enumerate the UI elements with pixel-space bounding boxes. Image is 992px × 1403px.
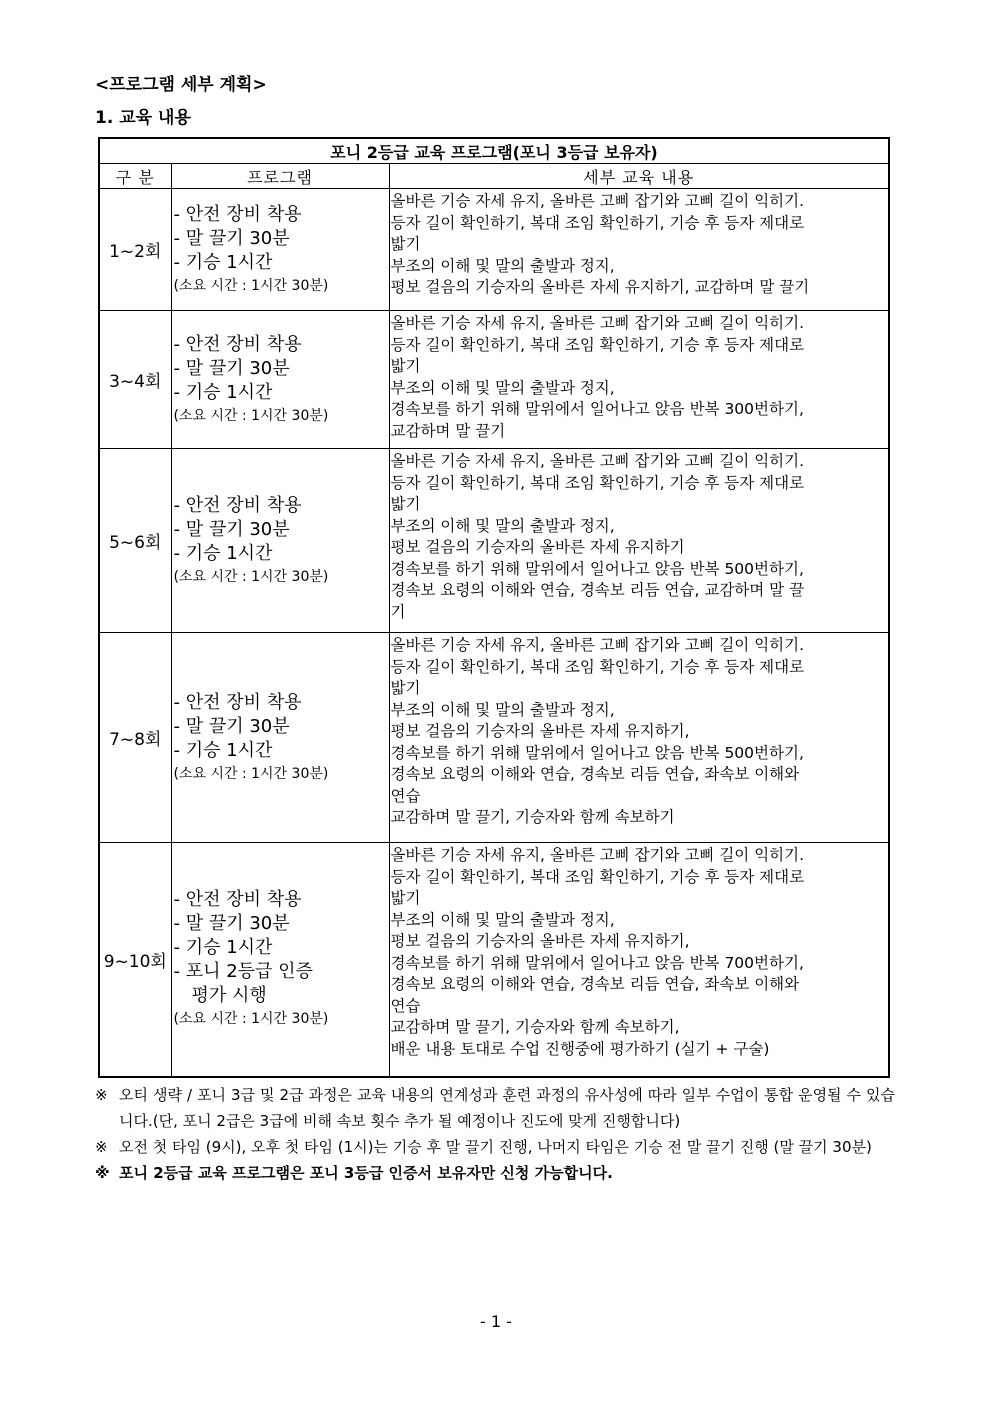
- program-cell: [171, 449, 389, 633]
- detail-line: 밟기: [390, 235, 421, 253]
- note-text: 오티 생략 / 포니 3급 및 2급 과정은 교육 내용의 연계성과 훈련 과정의 유사성에 따라 일부 수업이 통합 운영될 수 있습니다.(단, 포니 2급은 3급에 비해 속보 횟수 추가 될 예정이나 진도에 맞게 진행합니다): [119, 1086, 895, 1130]
- program-item: - 안전 장비 착용: [173, 691, 302, 713]
- detail-line: 밟기: [390, 495, 421, 513]
- detail-line: 올바른 기승 자세 유지, 올바른 고삐 잡기와 고삐 길이 익히기.: [390, 636, 805, 654]
- program-cell: [171, 843, 389, 1077]
- notes-section: [95, 1082, 895, 1186]
- page-heading: <프로그램 세부 계획>: [95, 75, 267, 95]
- detail-line: 기: [390, 602, 406, 621]
- details-cell: [389, 189, 889, 311]
- detail-line: 부조의 이해 및 말의 출발과 정지,: [390, 910, 615, 929]
- note-item: [95, 1134, 895, 1160]
- program-item: - 말 끌기 30분: [173, 715, 290, 737]
- program-duration: (소요 시간 : 1시간 30분): [173, 407, 329, 424]
- table-row: [99, 633, 889, 843]
- detail-line: 밟기: [390, 357, 421, 375]
- program-item: - 기승 1시간: [173, 381, 273, 403]
- program-item: - 말 끌기 30분: [173, 357, 290, 379]
- detail-line: 경속보를 하기 위해 말위에서 일어나고 앉음 반복 700번하기,: [390, 953, 804, 972]
- header-session: 구 분: [99, 164, 171, 189]
- program-duration: (소요 시간 : 1시간 30분): [173, 1011, 329, 1028]
- table-row: [99, 189, 889, 311]
- session-cell: 1~2회: [99, 189, 171, 311]
- detail-line: 밟기: [390, 889, 421, 907]
- detail-line: 경속보를 하기 위해 말위에서 일어나고 앉음 반복 500번하기,: [390, 743, 804, 762]
- detail-line: 밟기: [390, 679, 421, 697]
- program-item: - 기승 1시간: [173, 542, 273, 564]
- session-cell: 5~6회: [99, 449, 171, 633]
- detail-line: 경속보 요령의 이해와 연습, 경속보 리듬 연습, 좌속보 이해와: [390, 765, 800, 783]
- header-details: 세부 교육 내용: [389, 164, 889, 189]
- detail-line: 연습: [390, 996, 421, 1015]
- detail-line: 부조의 이해 및 말의 출발과 정지,: [390, 256, 615, 275]
- program-item: - 안전 장비 착용: [173, 203, 302, 225]
- program-duration: (소요 시간 : 1시간 30분): [173, 277, 329, 294]
- detail-line: 올바른 기승 자세 유지, 올바른 고삐 잡기와 고삐 길이 익히기.: [390, 314, 805, 332]
- header-program: 프로그램: [171, 164, 389, 189]
- detail-line: 등자 길이 확인하기, 복대 조임 확인하기, 기승 후 등자 제대로: [390, 213, 805, 232]
- detail-line: 평보 걸음의 기승자의 올바른 자세 유지하기: [390, 538, 685, 556]
- program-item: - 말 끌기 30분: [173, 913, 290, 935]
- note-text: 포니 2등급 교육 프로그램은 포니 3등급 인증서 보유자만 신청 가능합니다.: [119, 1164, 613, 1182]
- detail-line: 올바른 기승 자세 유지, 올바른 고삐 잡기와 고삐 길이 익히기.: [390, 846, 805, 864]
- details-cell: [389, 449, 889, 633]
- program-item: - 기승 1시간: [173, 937, 273, 959]
- program-cell: [171, 633, 389, 843]
- program-item: - 안전 장비 착용: [173, 494, 302, 516]
- program-table: [98, 137, 890, 1078]
- note-mark: ※: [95, 1164, 110, 1182]
- detail-line: 평보 걸음의 기승자의 올바른 자세 유지하기, 교감하며 말 끌기: [390, 278, 810, 296]
- detail-line: 연습: [390, 786, 421, 805]
- table-title: 포니 2등급 교육 프로그램(포니 3등급 보유자): [99, 138, 889, 164]
- program-duration: (소요 시간 : 1시간 30분): [173, 568, 329, 585]
- note-text: 오전 첫 타임 (9시), 오후 첫 타임 (1시)는 기승 후 말 끌기 진행, 나머지 타임은 기승 전 말 끌기 진행 (말 끌기 30분): [119, 1138, 872, 1156]
- note-mark: ※: [95, 1138, 108, 1156]
- detail-line: 배운 내용 토대로 수업 진행중에 평가하기 (실기 + 구술): [390, 1039, 770, 1058]
- program-cell: [171, 189, 389, 311]
- program-item: - 안전 장비 착용: [173, 333, 302, 355]
- details-cell: [389, 633, 889, 843]
- detail-line: 교감하며 말 끌기, 기승자와 함께 속보하기,: [390, 1018, 680, 1036]
- detail-line: 등자 길이 확인하기, 복대 조임 확인하기, 기승 후 등자 제대로: [390, 657, 805, 676]
- detail-line: 경속보를 하기 위해 말위에서 일어나고 앉음 반복 500번하기,: [390, 559, 804, 578]
- program-duration: (소요 시간 : 1시간 30분): [173, 765, 329, 782]
- session-cell: 7~8회: [99, 633, 171, 843]
- note-item: [95, 1082, 895, 1134]
- detail-line: 경속보 요령의 이해와 연습, 경속보 리듬 연습, 좌속보 이해와: [390, 975, 800, 993]
- program-item: - 말 끌기 30분: [173, 227, 290, 249]
- note-mark: ※: [95, 1086, 108, 1104]
- section-title: 1. 교육 내용: [95, 108, 191, 128]
- table-header-row: [99, 164, 889, 189]
- table-title-row: [99, 138, 889, 164]
- detail-line: 부조의 이해 및 말의 출발과 정지,: [390, 378, 615, 397]
- page-number: - 1 -: [480, 1312, 512, 1331]
- program-item: - 기승 1시간: [173, 251, 273, 273]
- details-cell: [389, 843, 889, 1077]
- program-item: - 안전 장비 착용: [173, 889, 302, 911]
- detail-line: 등자 길이 확인하기, 복대 조임 확인하기, 기승 후 등자 제대로: [390, 867, 805, 886]
- detail-line: 부조의 이해 및 말의 출발과 정지,: [390, 516, 615, 535]
- note-item: [95, 1160, 895, 1186]
- detail-line: 교감하며 말 끌기: [390, 421, 506, 440]
- detail-line: 등자 길이 확인하기, 복대 조임 확인하기, 기승 후 등자 제대로: [390, 473, 805, 492]
- table-row: [99, 843, 889, 1077]
- table-row: [99, 449, 889, 633]
- detail-line: 등자 길이 확인하기, 복대 조임 확인하기, 기승 후 등자 제대로: [390, 335, 805, 354]
- detail-line: 부조의 이해 및 말의 출발과 정지,: [390, 700, 615, 719]
- program-item: 평가 시행: [191, 985, 267, 1007]
- session-cell: 3~4회: [99, 311, 171, 449]
- detail-line: 올바른 기승 자세 유지, 올바른 고삐 잡기와 고삐 길이 익히기.: [390, 192, 805, 210]
- detail-line: 평보 걸음의 기승자의 올바른 자세 유지하기,: [390, 932, 690, 950]
- program-item: - 포니 2등급 인증: [173, 961, 313, 983]
- detail-line: 올바른 기승 자세 유지, 올바른 고삐 잡기와 고삐 길이 익히기.: [390, 452, 805, 470]
- detail-line: 경속보를 하기 위해 말위에서 일어나고 앉음 반복 300번하기,: [390, 400, 804, 418]
- detail-line: 교감하며 말 끌기, 기승자와 함께 속보하기: [390, 808, 675, 826]
- detail-line: 평보 걸음의 기승자의 올바른 자세 유지하기,: [390, 722, 690, 740]
- table-row: [99, 311, 889, 449]
- session-cell: 9~10회: [99, 843, 171, 1077]
- program-cell: [171, 311, 389, 449]
- details-cell: [389, 311, 889, 449]
- detail-line: 경속보 요령의 이해와 연습, 경속보 리듬 연습, 교감하며 말 끌: [390, 581, 805, 599]
- program-item: - 말 끌기 30분: [173, 518, 290, 540]
- program-item: - 기승 1시간: [173, 739, 273, 761]
- table-body: [99, 189, 889, 1077]
